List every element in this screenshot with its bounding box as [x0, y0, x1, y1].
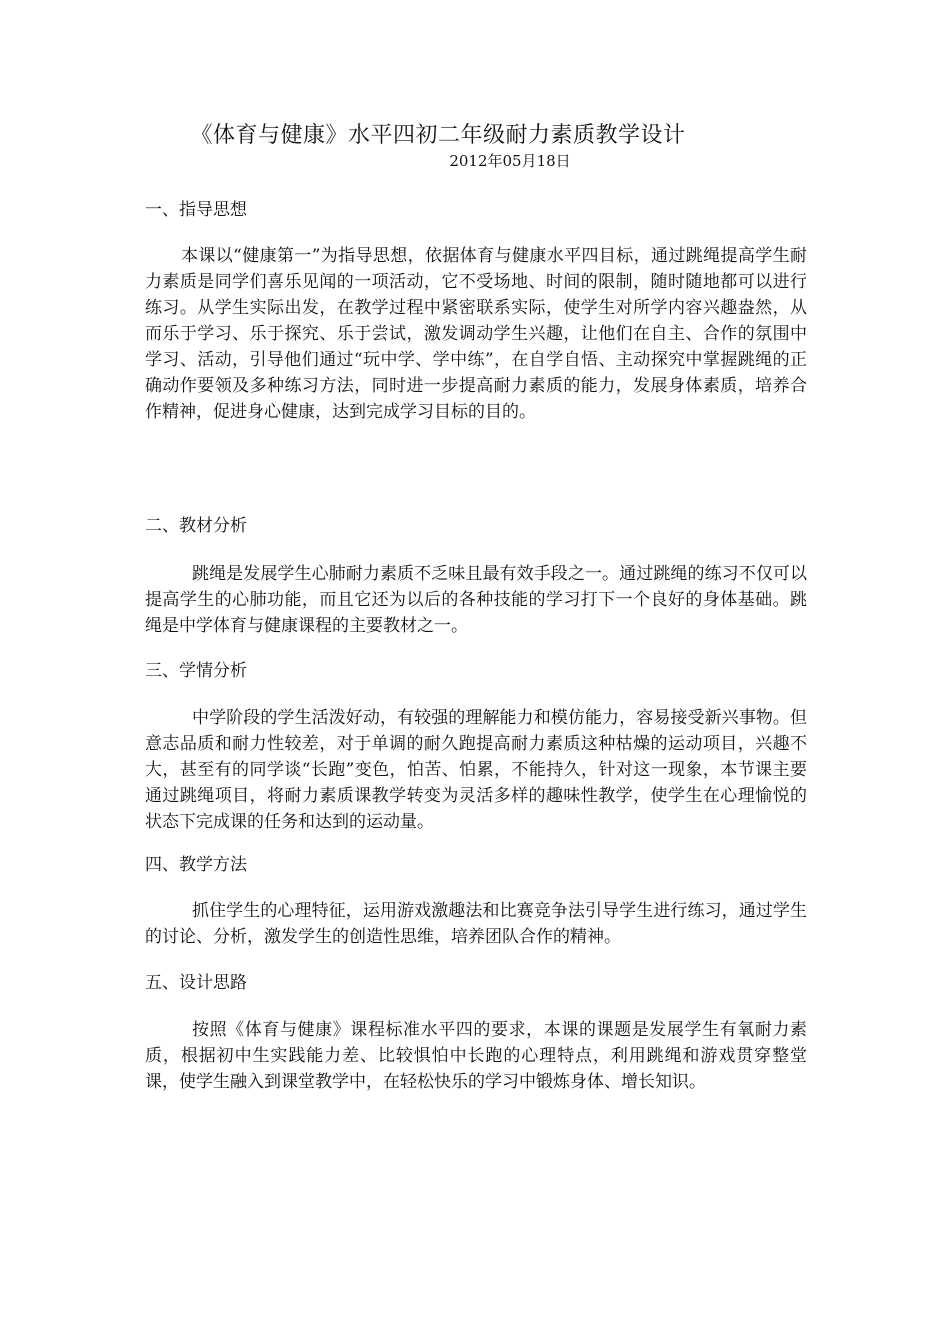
section-heading-material-analysis: 二、教材分析 [145, 516, 247, 536]
section-heading-student-analysis: 三、学情分析 [145, 661, 247, 681]
section-heading-guiding-thought: 一、指导思想 [145, 200, 247, 220]
section-heading-design-idea: 五、设计思路 [145, 973, 247, 993]
section-body-student-analysis: 中学阶段的学生活泼好动，有较强的理解能力和模仿能力，容易接受新兴事物。但意志品质和耐力性较差，对于单调的耐久跑提高耐力素质这种枯燥的运动项目，兴趣不大，甚至有的同学谈“长跑”变色，怕苦、怕累，不能持久，针对这一现象，本节课主要通过跳绳项目，将耐力素质课教学转变为灵活多样的趣味性教学，使学生在心理愉悦的状态下完成课的任务和达到的运动量。 [145, 708, 807, 832]
document-date: 2012年05月18日 [449, 152, 571, 170]
section-body-design-idea: 按照《体育与健康》课程标准水平四的要求，本课的课题是发展学生有氧耐力素质，根据初中生实践能力差、比较惧怕中长跑的心理特点，利用跳绳和游戏贯穿整堂课，使学生融入到课堂教学中，在轻松快乐的学习中锻炼身体、增长知识。 [145, 1020, 807, 1092]
section-heading-teaching-method: 四、教学方法 [145, 855, 247, 875]
section-body-material-analysis: 跳绳是发展学生心肺耐力素质不乏味且最有效手段之一。通过跳绳的练习不仅可以提高学生的心肺功能，而且它还为以后的各种技能的学习打下一个良好的身体基础。跳绳是中学体育与健康课程的主要教材之一。 [145, 564, 807, 636]
document-title: 《体育与健康》水平四初二年级耐力素质教学设计 [190, 123, 686, 148]
section-body-teaching-method: 抓住学生的心理特征，运用游戏激趣法和比赛竞争法引导学生进行练习，通过学生的讨论、分析，激发学生的创造性思维，培养团队合作的精神。 [145, 901, 807, 947]
section-body-guiding-thought: 本课以“健康第一”为指导思想，依据体育与健康水平四目标，通过跳绳提高学生耐力素质是同学们喜乐见闻的一项活动，它不受场地、时间的限制，随时随地都可以进行练习。从学生实际出发，在教学过程中紧密联系实际，使学生对所学内容兴趣盎然，从而乐于学习、乐于探究、乐于尝试，激发调动学生兴趣，让他们在自主、合作的氛围中学习、活动，引导他们通过“玩中学、学中练”，在自学自悟、主动探究中掌握跳绳的正确动作要领及多种练习方法，同时进一步提高耐力素质的能力，发展身体素质，培养合作精神，促进身心健康，达到完成学习目标的目的。 [145, 246, 807, 422]
